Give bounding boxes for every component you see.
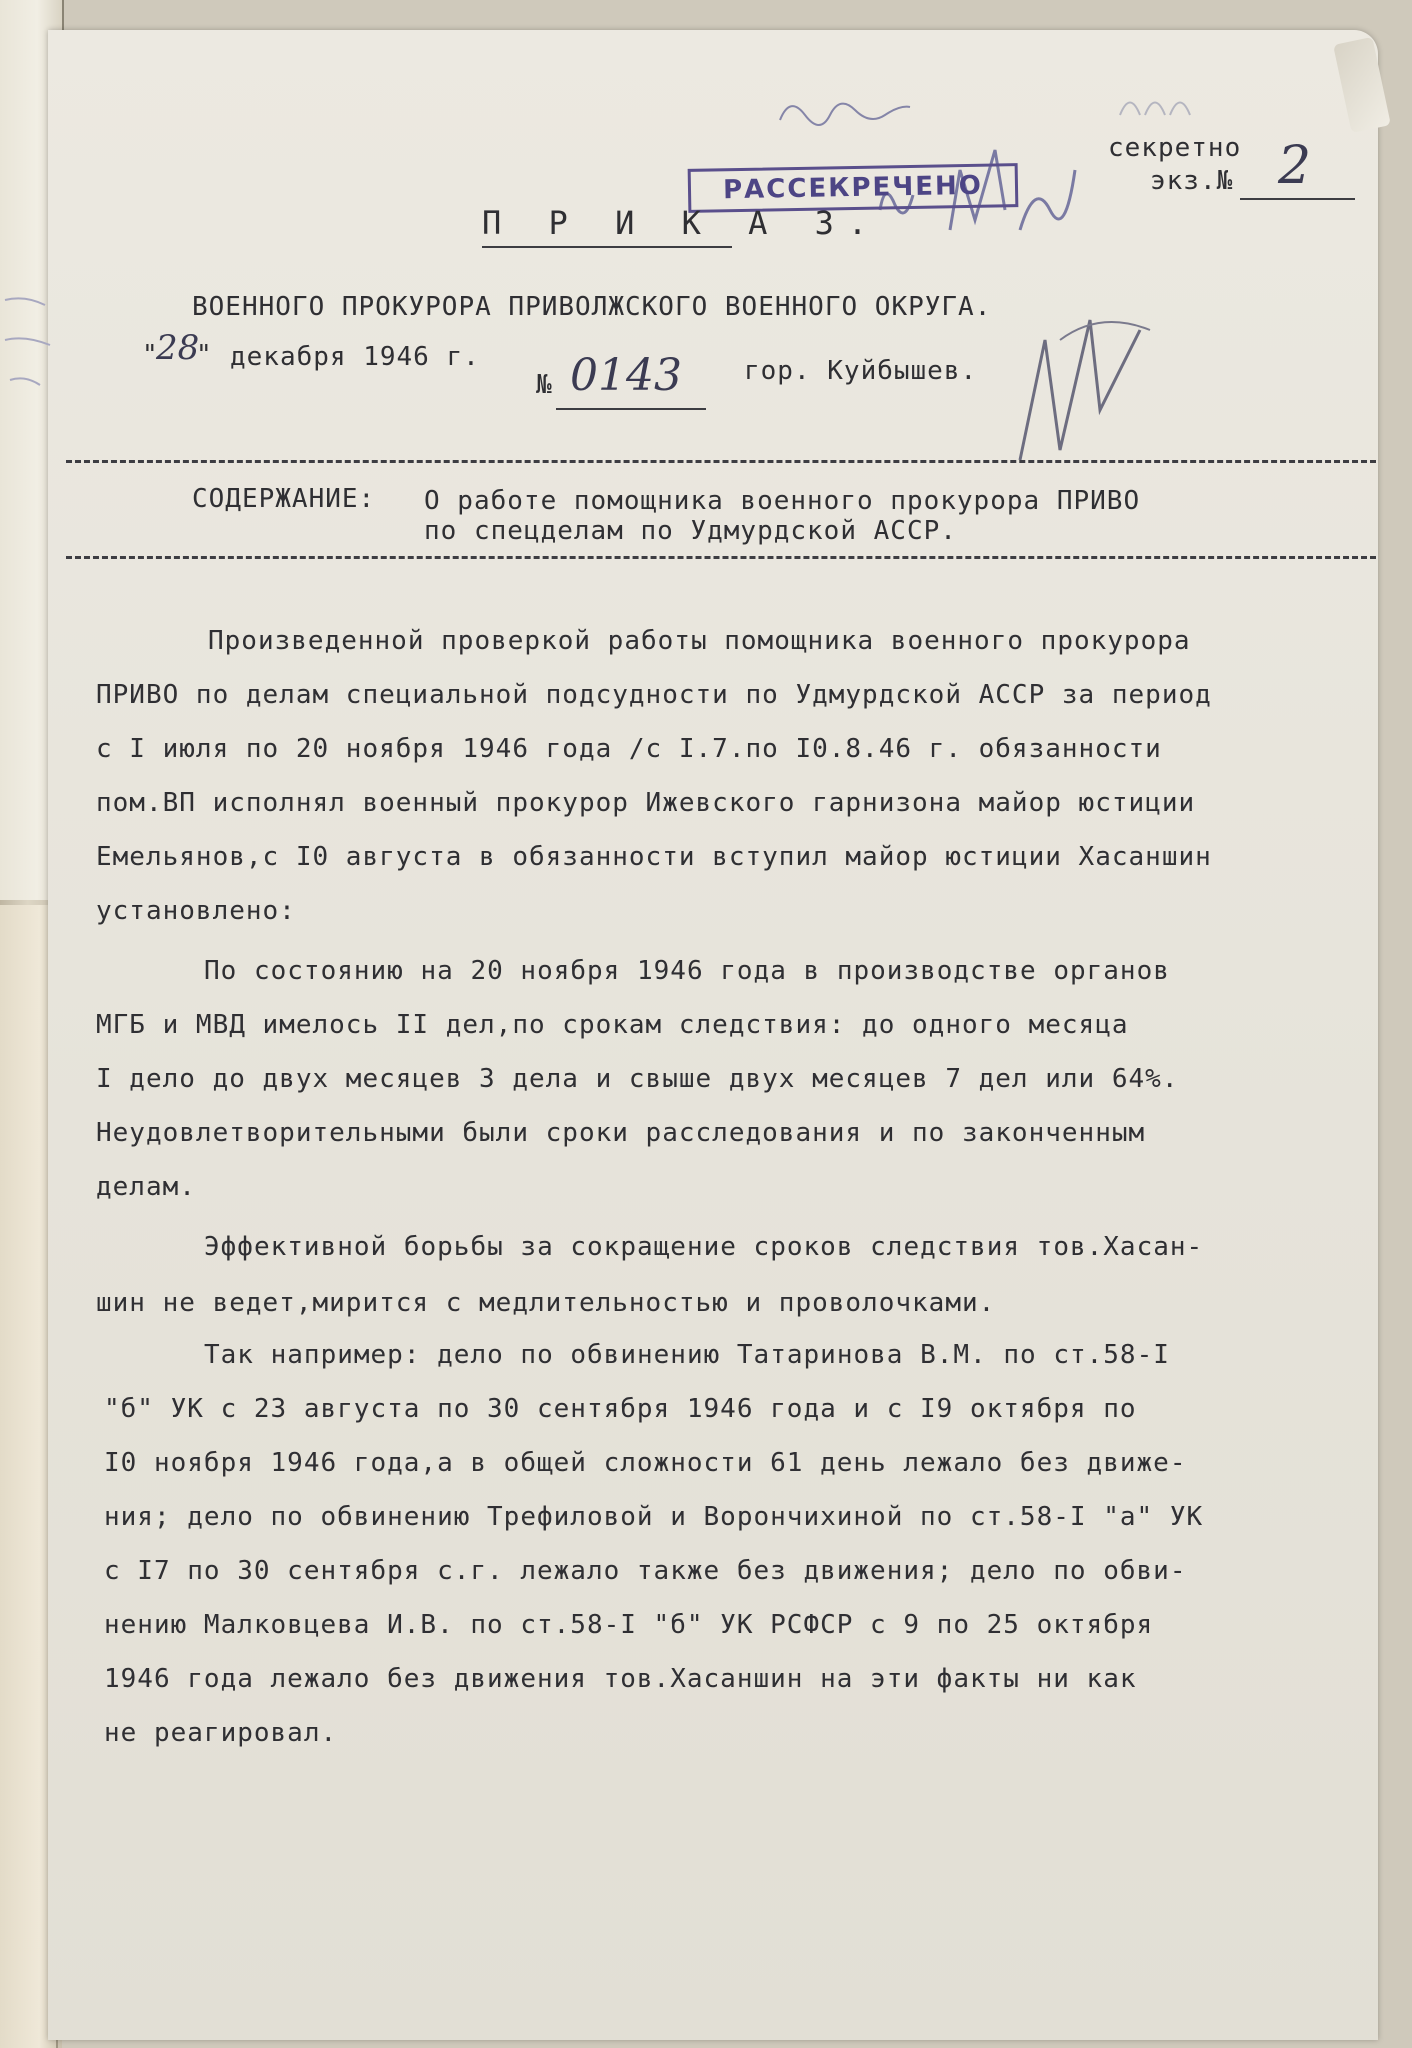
body-line: делам.: [96, 1172, 196, 1202]
body-line: 1946 года лежало без движения тов.Хасаншин на эти факты ни как: [104, 1664, 1137, 1694]
date-day: 28: [156, 328, 200, 368]
pencil-number-top: [1115, 85, 1205, 125]
date-month-year: декабря 1946 г.: [230, 342, 480, 372]
title-underline: [482, 246, 732, 248]
city-line: гор. Куйбышев.: [744, 356, 978, 386]
body-line: Произведенной проверкой работы помощника военного прокурора: [208, 626, 1191, 656]
number-label: №: [536, 370, 553, 400]
body-line: пом.ВП исполнял военный прокурор Ижевского гарнизона майор юстиции: [96, 788, 1196, 818]
copy-label: экз.№: [1150, 166, 1234, 196]
copy-number: 2: [1278, 136, 1312, 196]
body-line: Так например: дело по обвинению Татаринова В.М. по ст.58-I: [204, 1340, 1170, 1370]
body-line: с I7 по 30 сентября с.г. лежало также без движения; дело по обви-: [104, 1556, 1187, 1586]
subject-line-1: О работе помощника военного прокурора ПРИВО: [424, 486, 1141, 516]
order-number: 0143: [570, 350, 682, 401]
body-line: МГБ и МВД имелось II дел,по срокам следствия: до одного месяца: [96, 1010, 1129, 1040]
body-line: нению Малковцева И.В. по ст.58-I "б" УК РСФСР с 9 по 25 октября: [104, 1610, 1154, 1640]
body-line: Неудовлетворительными были сроки расследования и по законченным: [96, 1118, 1146, 1148]
copy-number-underline: [1240, 198, 1355, 200]
body-line: I дело до двух месяцев 3 дела и свыше двух месяцев 7 дел или 64%.: [96, 1064, 1179, 1094]
date-quote-close: ": [196, 340, 213, 370]
body-line: ния; дело по обвинению Трефиловой и Ворончихиной по ст.58-I "а" УК: [104, 1502, 1204, 1532]
body-line: I0 ноября 1946 года,а в общей сложности 61 день лежало без движе-: [104, 1448, 1187, 1478]
body-line: Эффективной борьбы за сокращение сроков следствия тов.Хасан-: [204, 1232, 1204, 1262]
pencil-signature: [1000, 300, 1180, 480]
issuer-line: ВОЕННОГО ПРОКУРОРА ПРИВОЛЖСКОГО ВОЕННОГО ОКРУГА.: [192, 292, 992, 322]
body-line: По состоянию на 20 ноября 1946 года в производстве органов: [204, 956, 1170, 986]
body-line: с I июля по 20 ноября 1946 года /с I.7.по I0.8.46 г. обязанности: [96, 734, 1162, 764]
date-quote-open: ": [142, 340, 159, 370]
subject-line-2: по спецделам по Удмурдской АССР.: [424, 516, 957, 546]
body-line: не реагировал.: [104, 1718, 338, 1748]
margin-pencil-marks: [0, 280, 60, 400]
order-number-underline: [556, 408, 706, 410]
body-line: Емельянов,с I0 августа в обязанности вступил майор юстиции Хасаншин: [96, 842, 1212, 872]
body-line: "б" УК с 23 августа по 30 сентября 1946 года и с I9 октября по: [104, 1394, 1137, 1424]
subject-divider: [66, 556, 1376, 559]
subject-label: СОДЕРЖАНИЕ:: [192, 484, 376, 514]
secret-label: секретно: [1108, 133, 1242, 163]
header-divider: [66, 460, 1376, 463]
body-line: установлено:: [96, 896, 296, 926]
body-line: ПРИВО по делам специальной подсудности по Удмурдской АССР за период: [96, 680, 1212, 710]
body-line: шин не ведет,мирится с медлительностью и проволочками.: [96, 1288, 996, 1318]
declassified-stamp: РАССЕКРЕЧЕНО: [688, 163, 1019, 213]
page-title: П Р И К А З.: [482, 204, 882, 242]
